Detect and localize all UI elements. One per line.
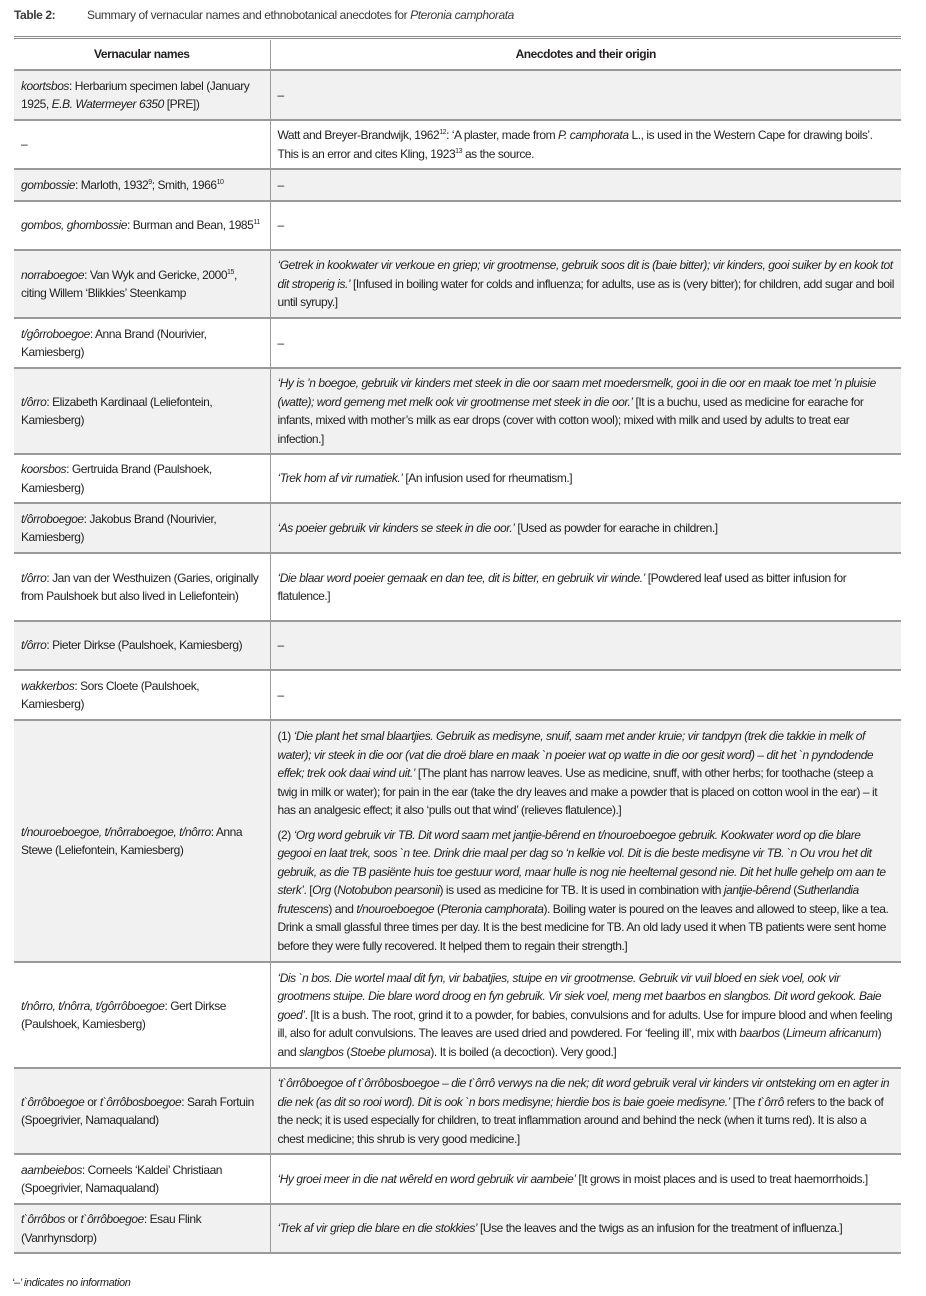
italic-text: t`ôrrôbos (21, 1212, 65, 1226)
vernacular-name-cell (14, 169, 270, 201)
vernacular-name-cell (14, 318, 270, 368)
text-segment: – (277, 87, 284, 102)
table-footnote: ‘–’ indicates no information (12, 1277, 131, 1289)
anecdote-cell (270, 621, 901, 670)
table-row (14, 621, 901, 670)
text-segment: : Gertruida Brand (Paulshoek, Kamiesberg) (21, 462, 212, 495)
vernacular-name-cell (14, 503, 270, 553)
text-segment: – (277, 638, 284, 653)
text-segment: Watt and Breyer-Brandwijk, 1962 (277, 128, 440, 142)
vernacular-name-cell (14, 120, 270, 169)
vernacular-name-cell (14, 368, 270, 454)
text-segment: , citing Willem ‘Blikkies’ Steenkamp (21, 267, 237, 300)
header-vernacular-names: Vernacular names (14, 40, 270, 70)
reference-superscript: 13 (455, 147, 463, 155)
anecdote-cell (270, 250, 901, 318)
reference-superscript: 10 (216, 178, 224, 186)
italic-text: t/ôrro (21, 394, 47, 409)
text-segment: : Jan van der Westhuizen (Garies, originally from Paulshoek but also lived in Leliefontein) (21, 570, 259, 603)
anecdote-cell (270, 720, 901, 962)
reference-superscript: 9 (148, 178, 152, 186)
italic-text: t/ôrroboegoe (21, 511, 84, 526)
italic-text: Sutherlandia frutescens (277, 883, 859, 916)
text-segment: (1) (277, 729, 294, 743)
text-segment: ; Smith, 1966 (151, 177, 217, 192)
italic-text: E.B. Watermeyer 6350 (51, 97, 164, 111)
table-row (14, 1154, 901, 1204)
text-segment: : Anna Brand (Nourivier, Kamiesberg) (21, 326, 207, 359)
italic-text: ‘As poeier gebruik vir kinders se steek in die oor.’ (277, 520, 515, 535)
vernacular-name-cell (14, 70, 270, 120)
text-segment: [An infusion used for rheumatism.] (402, 471, 573, 486)
text-segment: : Sarah Fortuin (Spoegrivier, Namaqualand) (21, 1094, 254, 1127)
text-segment: : Sors Cloete (Paulshoek, Kamiesberg) (21, 678, 200, 711)
text-segment: [It is a buchu, used as medicine for earache for infants, mixed with mother’s milk as ear drops (cover with cotton wool); mixed with milk and used by adults to treat ear infection.] (277, 394, 864, 446)
table-body (14, 70, 901, 1253)
vernacular-name-cell (14, 1204, 270, 1253)
italic-text: norraboegoe (21, 267, 85, 282)
reference-superscript: 12 (439, 129, 447, 136)
text-segment: [The (729, 1094, 758, 1109)
italic-text: aambeiebos (21, 1162, 82, 1177)
italic-text: t/nouroeboegoe, t/nôrraboegoe, t/nôrro (21, 824, 211, 839)
text-segment: ( (330, 883, 338, 897)
text-segment: : Elizabeth Kardinaal (Leliefontein, Kamiesberg) (21, 394, 213, 427)
anecdote-paragraph (278, 256, 896, 312)
italic-text: ‘Die blaar word poeier gemaak en dan tee, dit is bitter, en gebruik vir winde.’ (277, 570, 645, 585)
anecdote-cell (270, 201, 901, 250)
italic-text: gombos, ghombossie (21, 218, 127, 233)
anecdote-paragraph (278, 1074, 896, 1148)
anecdote-cell (270, 553, 901, 621)
anecdote-paragraph (278, 374, 896, 448)
italic-text: t/gôrroboegoe (21, 326, 90, 341)
vernacular-name-cell (14, 621, 270, 670)
text-segment: : Gert Dirkse (Paulshoek, Kamiesberg) (21, 998, 226, 1031)
vernacular-name-cell (14, 553, 270, 621)
text-segment: [The plant has narrow leaves. Use as medicine, snuff, with other herbs; for toothache (steep a twig in milk or water); for pain in the ear (take the dry leaves and make a powder that is placed on cotton wool in the ear) – it has an analgesic effect; it also ‘pulls out that wind’ (relieves flatulence).] (277, 766, 878, 817)
anecdote-cell (270, 70, 901, 120)
italic-text: ‘Org word gebruik vir TB. Dit word saam met jantjie-bêrend en t/nouroeboegoe gebruik. Kookwater word op die blare gegooi en laat trek, soos `n tee. Drink drie maal per dag so ‘n kelkie vol. Dit is die beste medisyne vir TB. `n Ou vrou het dit gebruik, as die TB pasiënte huis toe gestuur word, maar hulle is nog nie heeltemal gesond nie. Dit het hulle gehelp om aan te sterk’ (277, 827, 886, 897)
anecdote-paragraph (278, 826, 896, 956)
vernacular-name-cell (14, 670, 270, 720)
vernacular-name-cell (14, 1154, 270, 1204)
italic-text: Stoebe plumosa (349, 1044, 431, 1059)
table-row (14, 70, 901, 120)
anecdote-cell (270, 368, 901, 454)
italic-text: ‘Getrek in kookwater vir verkoue en griep; vir grootmense, gebruik soos dit is (baie bitter); vir kinders, gooi suiker by en kook tot dit stroperig is.’ (277, 258, 893, 291)
vernacular-name-cell (14, 720, 270, 962)
italic-text: ‘Die plant het smal blaartjies. Gebruik as medisyne, snuif, saam met ander kruie; vir tandpyn (trek die takkie in melk of water); vir steek in die oor (vat die droë blare en maak `n poeier wat op watte in die oor gesit word) – dit het `n pyndodende effek; trek ook daai wind uit.’ (277, 729, 874, 780)
anecdote-cell (270, 169, 901, 201)
header-row (14, 40, 901, 70)
text-segment: [Powdered leaf used as bitter infusion for flatulence.] (277, 570, 847, 603)
table-row (14, 1204, 901, 1253)
text-segment: : Marloth, 1932 (74, 177, 149, 192)
table-row (14, 169, 901, 201)
text-segment: [It grows in moist places and is used to treat haemorrhoids.] (575, 1171, 868, 1186)
reference-superscript: 15 (227, 268, 234, 276)
vernacular-name-cell (14, 201, 270, 250)
italic-text: Notobubon pearsonii (337, 883, 440, 897)
text-segment: ( (790, 883, 797, 897)
vernacular-name-cell (14, 962, 270, 1068)
text-segment: : Corneels ‘Kaldei’ Christiaan (Spoegrivier, Namaqualand) (21, 1162, 223, 1195)
table-caption (14, 8, 514, 22)
table-label: Table 2: (14, 8, 56, 22)
text-segment: ). It is boiled (a decoction). Very good.] (430, 1044, 617, 1059)
italic-text: t`ôrrôboegoe (80, 1212, 144, 1226)
anecdote-cell (270, 1154, 901, 1204)
header-anecdotes: Anecdotes and their origin (270, 40, 901, 70)
text-segment: – (277, 177, 284, 192)
vernacular-names-table (14, 40, 901, 1254)
italic-text: Org (312, 883, 331, 897)
text-segment: ) and (277, 1026, 882, 1059)
italic-text: t/nôrro, t/nôrra, t/gôrrôboegoe (21, 998, 165, 1013)
table-title-species: Pteronia camphorata (410, 8, 514, 22)
italic-text: ‘Hy groei meer in die nat wêreld en word gebruik vir aambeie’ (277, 1171, 576, 1186)
table-row (14, 120, 901, 169)
table-row (14, 1068, 901, 1154)
anecdote-paragraph (278, 686, 896, 705)
italic-text: t/ôrro (21, 570, 47, 585)
italic-text: ‘Hy is ’n boegoe, gebruik vir kinders met steek in die oor saam met moedersmelk, gooi in die oor en maak toe met ’n pluisie (watte); word gemeng met melk ook vir grootmense met steek in die oor.’ (277, 376, 876, 409)
text-segment: : Pieter Dirkse (Paulshoek, Kamiesberg) (46, 638, 243, 653)
italic-text: ‘t`ôrrôboegoe of t`ôrrôbosboegoe – die t`ôrrô verwys na die nek; dit word gebruik veral vir kinders vir ontsteking om en agter in die nek (as dit so rooi word). Dit is ook `n bors medisyne; hierdie bos is baie goeie medisyne.’ (277, 1076, 890, 1109)
italic-text: t/nouroeboegoe (356, 901, 435, 916)
anecdote-paragraph (278, 519, 896, 538)
anecdote-cell (270, 454, 901, 503)
table-row (14, 962, 901, 1068)
text-segment: as the source. (462, 146, 535, 161)
text-segment: : Burman and Bean, 1985 (126, 218, 254, 233)
anecdote-cell (270, 120, 901, 169)
text-segment: . [ (303, 883, 313, 897)
anecdote-paragraph (278, 1170, 896, 1189)
text-segment: L., is used in the Western Cape for drawing boils’. This is an error and cites Kling, 1923 (277, 128, 873, 161)
text-segment: ( (434, 901, 441, 916)
text-segment: : ‘A plaster, made from (446, 128, 558, 142)
anecdote-cell (270, 318, 901, 368)
anecdote-cell (270, 1068, 901, 1154)
italic-text: Limeum africanum (786, 1026, 878, 1041)
text-segment: [Used as powder for earache in children.] (514, 520, 718, 535)
italic-text: koorsbos (21, 462, 67, 476)
italic-text: koortsbos (21, 78, 69, 93)
table-row (14, 503, 901, 553)
anecdote-cell (270, 670, 901, 720)
text-segment: – (277, 218, 284, 233)
anecdote-paragraph (278, 727, 896, 820)
anecdote-paragraph (278, 636, 896, 655)
anecdote-paragraph (278, 1219, 896, 1238)
reference-superscript: 11 (253, 219, 260, 227)
italic-text: t`ôrrôboegoe (21, 1094, 85, 1109)
vernacular-name-cell (14, 454, 270, 503)
vernacular-name-cell (14, 1068, 270, 1154)
italic-text: baarbos (739, 1026, 780, 1041)
anecdote-paragraph (278, 86, 896, 105)
table-row (14, 670, 901, 720)
text-segment: : Van Wyk and Gericke, 2000 (84, 267, 228, 282)
text-segment: – (277, 335, 284, 350)
table-row (14, 201, 901, 250)
text-segment: ) and (328, 901, 357, 916)
table-row (14, 720, 901, 962)
anecdote-paragraph (278, 216, 896, 235)
italic-text: jantjie-bêrend (723, 883, 791, 897)
anecdote-paragraph (278, 469, 896, 488)
table-row (14, 250, 901, 318)
text-segment: : Herbarium specimen label (January 1925, (21, 78, 250, 111)
text-segment: . [It is a bush. The root, grind it to a powder, for babies, convulsions and for adults. Use for impure blood and when feeling ill, also for adult convulsions. The leaves are used dried and powdered. For ‘feeling ill’, mix with (277, 1007, 893, 1041)
anecdote-cell (270, 503, 901, 553)
anecdote-cell (270, 1204, 901, 1253)
italic-text: P. camphorata (558, 128, 629, 142)
table-top-rule (14, 36, 901, 39)
text-segment: – (277, 687, 284, 702)
italic-text: ‘Trek af vir griep die blare en die stokkies’ (277, 1221, 478, 1236)
italic-text: ‘Trek hom af vir rumatiek.’ (277, 471, 403, 486)
text-segment: : Jakobus Brand (Nourivier, Kamiesberg) (21, 511, 217, 544)
text-segment: ( (779, 1026, 787, 1041)
table-row (14, 553, 901, 621)
italic-text: ‘Dis `n bos. Die wortel maal dit fyn, vir babatjies, stuipe en vir grootmense. Gebruik vir vuil bloed en siek voel, ook vir grootmens stuipe. Die blare word droog en fyn gebruik. Vir siek voel, meng met baarbos en slangbos. Dit word gekook. Baie goed’ (277, 970, 882, 1022)
italic-text: wakkerbos (21, 678, 75, 693)
text-segment: or (64, 1212, 81, 1226)
table-row (14, 368, 901, 454)
anecdote-paragraph (278, 569, 896, 606)
italic-text: t`ôrrô (757, 1094, 784, 1109)
text-segment: or (84, 1094, 100, 1109)
anecdote-cell (270, 962, 901, 1068)
text-segment: [Use the leaves and the twigs as an infusion for the treatment of influenza.] (477, 1221, 843, 1236)
italic-text: t/ôrro (21, 638, 47, 653)
anecdote-paragraph (278, 334, 896, 353)
text-segment: : Anna Stewe (Leliefontein, Kamiesberg) (21, 824, 243, 857)
italic-text: Pteronia camphorata (440, 901, 544, 916)
text-segment: : Esau Flink (Vanrhynsdorp) (21, 1212, 202, 1245)
text-segment: (2) (277, 827, 294, 842)
italic-text: t`ôrrôbosboegoe (99, 1094, 182, 1109)
text-segment: [Infused in boiling water for colds and influenza; for adults, use as is (very bitter); for children, add sugar and boil until syrupy.] (277, 276, 894, 310)
table-title: Summary of vernacular names and ethnobotanical anecdotes for (87, 8, 411, 22)
table-row (14, 454, 901, 503)
text-segment: refers to the back of the neck; it is used especially for children, to treat inflammation around and behind the neck (when it turns red). It is also a chest medicine; this shrub is very good medicine.] (277, 1094, 884, 1146)
text-segment: ) is used as medicine for TB. It is used in combination with (439, 883, 724, 897)
text-segment: – (21, 137, 28, 152)
text-segment: ( (343, 1044, 350, 1059)
italic-text: slangbos (299, 1044, 344, 1059)
anecdote-paragraph (278, 969, 896, 1062)
anecdote-paragraph (278, 126, 896, 163)
vernacular-name-cell (14, 250, 270, 318)
table-row (14, 318, 901, 368)
text-segment: [PRE]) (163, 97, 200, 111)
italic-text: gombossie (21, 177, 75, 192)
text-segment: ). Boiling water is poured on the leaves and allowed to steep, like a tea. Drink a small glassful three times per day. It is the best medicine for TB. An old lady used it when TB patients were sent home before they were fully recovered. It helped them to regain their strength.] (277, 901, 889, 953)
anecdote-paragraph (278, 176, 896, 195)
